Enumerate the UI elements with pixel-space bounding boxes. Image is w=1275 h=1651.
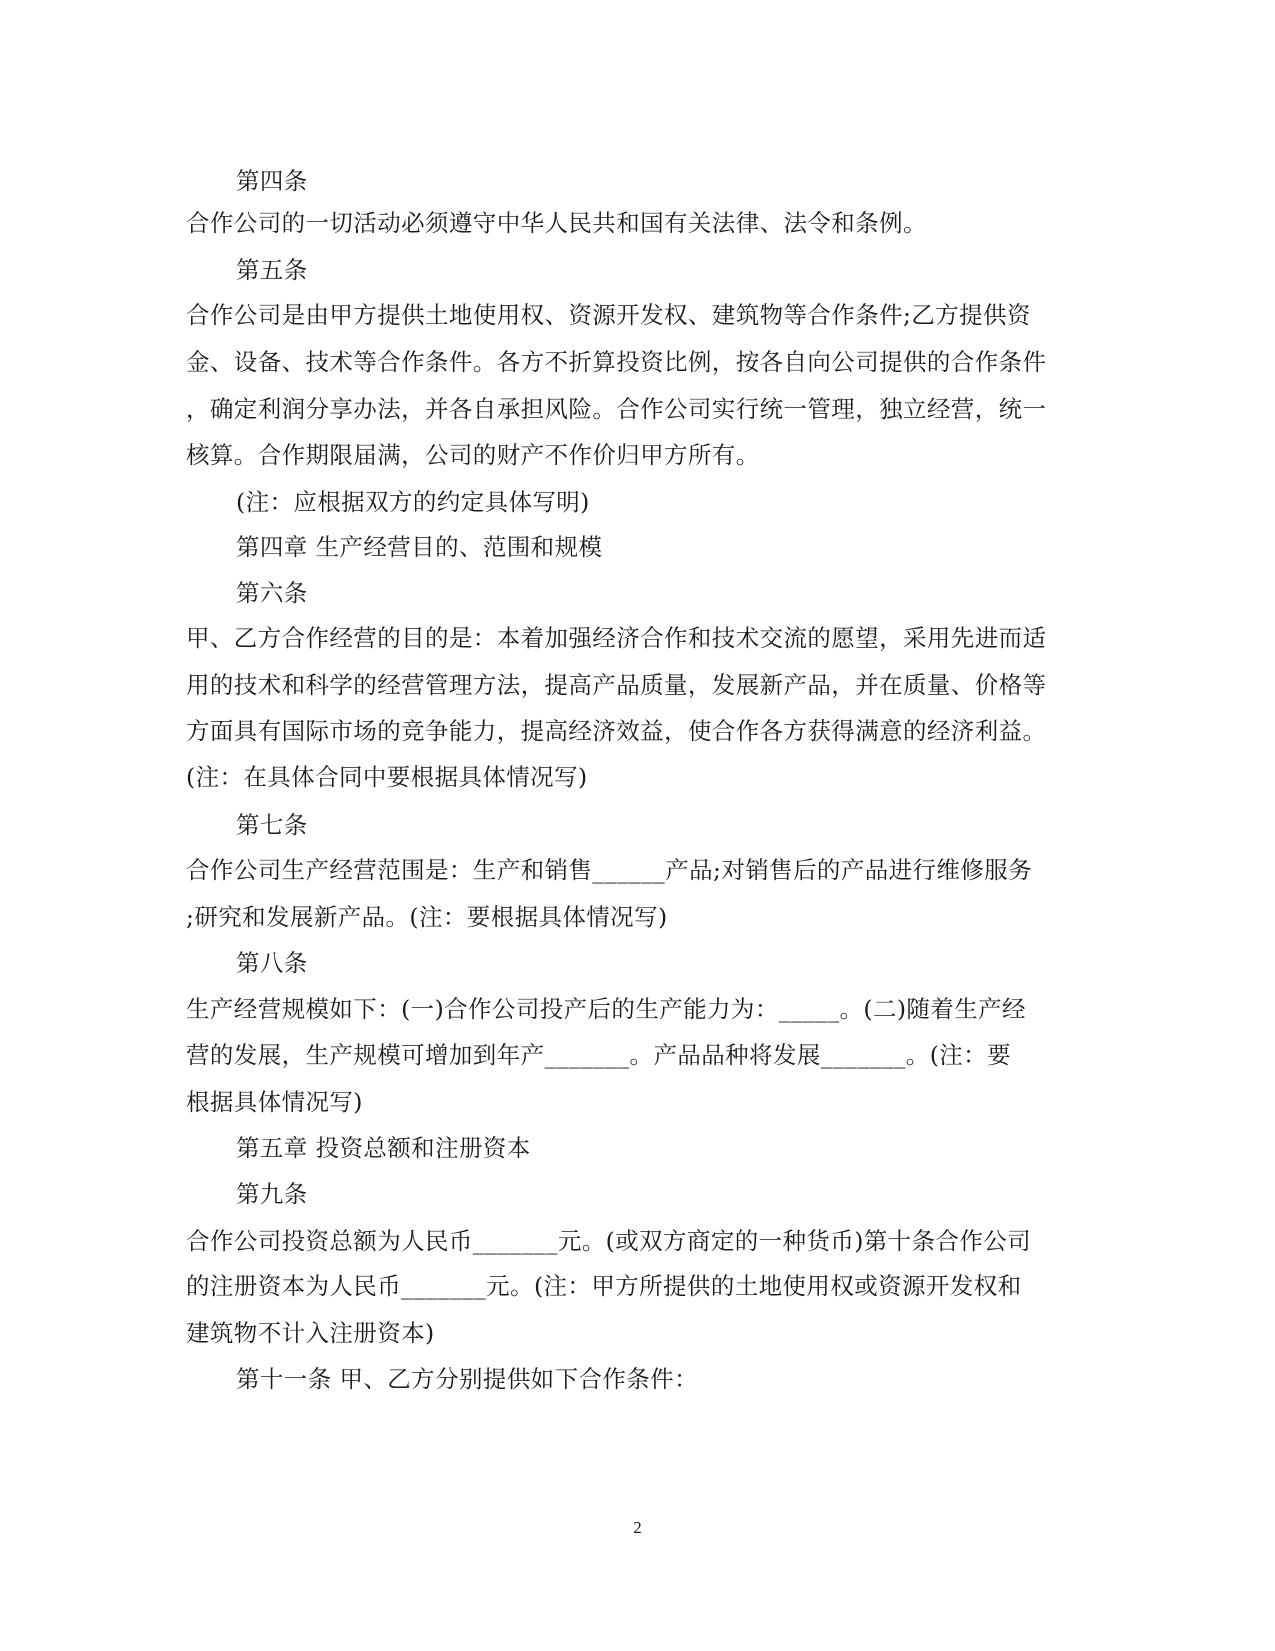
article-heading: 第四条 <box>236 167 308 195</box>
paragraph-line: 的注册资本为人民币_______元。(注：甲方所提供的土地使用权或资源开发权和 <box>186 1272 1022 1300</box>
paragraph-line: 合作公司投资总额为人民币_______元。(或双方商定的一种货币)第十条合作公司 <box>186 1227 1032 1255</box>
paragraph-line: 建筑物不计入注册资本) <box>186 1319 435 1347</box>
paragraph-line: 金、设备、技术等合作条件。各方不折算投资比例，按各自向公司提供的合作条件 <box>186 348 1047 376</box>
paragraph-line: ;研究和发展新产品。(注：要根据具体情况写) <box>186 903 668 931</box>
paragraph-line: 用的技术和科学的经营管理方法，提高产品质量，发展新产品，并在质量、价格等 <box>186 671 1047 699</box>
article-heading: 第六条 <box>236 579 308 607</box>
article-heading: 第八条 <box>236 949 308 977</box>
paragraph-line: 营的发展，生产规模可增加到年产_______。产品品种将发展_______。(注：要 <box>186 1041 1011 1069</box>
note-line: (注：应根据双方的约定具体写明) <box>236 488 590 516</box>
paragraph-line: ，确定利润分享办法，并各自承担风险。合作公司实行统一管理，独立经营，统一 <box>186 395 1047 423</box>
paragraph-line: 方面具有国际市场的竞争能力，提高经济效益，使合作各方获得满意的经济利益。 <box>186 717 1047 745</box>
paragraph-line: 合作公司生产经营范围是：生产和销售______产品;对销售后的产品进行维修服务 <box>186 856 1033 884</box>
article-heading: 第五条 <box>236 256 308 284</box>
chapter-heading: 第五章 投资总额和注册资本 <box>236 1134 531 1162</box>
article-heading: 第七条 <box>236 811 308 839</box>
paragraph-line: 根据具体情况写) <box>186 1088 363 1116</box>
paragraph-line: 核算。合作期限届满，公司的财产不作价归甲方所有。 <box>186 441 760 469</box>
chapter-heading: 第四章 生产经营目的、范围和规模 <box>236 533 603 561</box>
note-line: (注：在具体合同中要根据具体情况写) <box>186 763 588 791</box>
page-number: 2 <box>633 1518 642 1537</box>
paragraph-line: 合作公司是由甲方提供土地使用权、资源开发权、建筑物等合作条件;乙方提供资 <box>186 301 1031 329</box>
article-heading: 第九条 <box>236 1180 308 1208</box>
article-heading: 第十一条 甲、乙方分别提供如下合作条件： <box>236 1365 698 1393</box>
paragraph-line: 生产经营规模如下：(一)合作公司投产后的生产能力为：_____。(二)随着生产经 <box>186 995 1026 1023</box>
paragraph-line: 甲、乙方合作经营的目的是：本着加强经济合作和技术交流的愿望，采用先进而适 <box>186 624 1047 652</box>
paragraph-line: 合作公司的一切活动必须遵守中华人民共和国有关法律、法令和条例。 <box>186 209 927 237</box>
